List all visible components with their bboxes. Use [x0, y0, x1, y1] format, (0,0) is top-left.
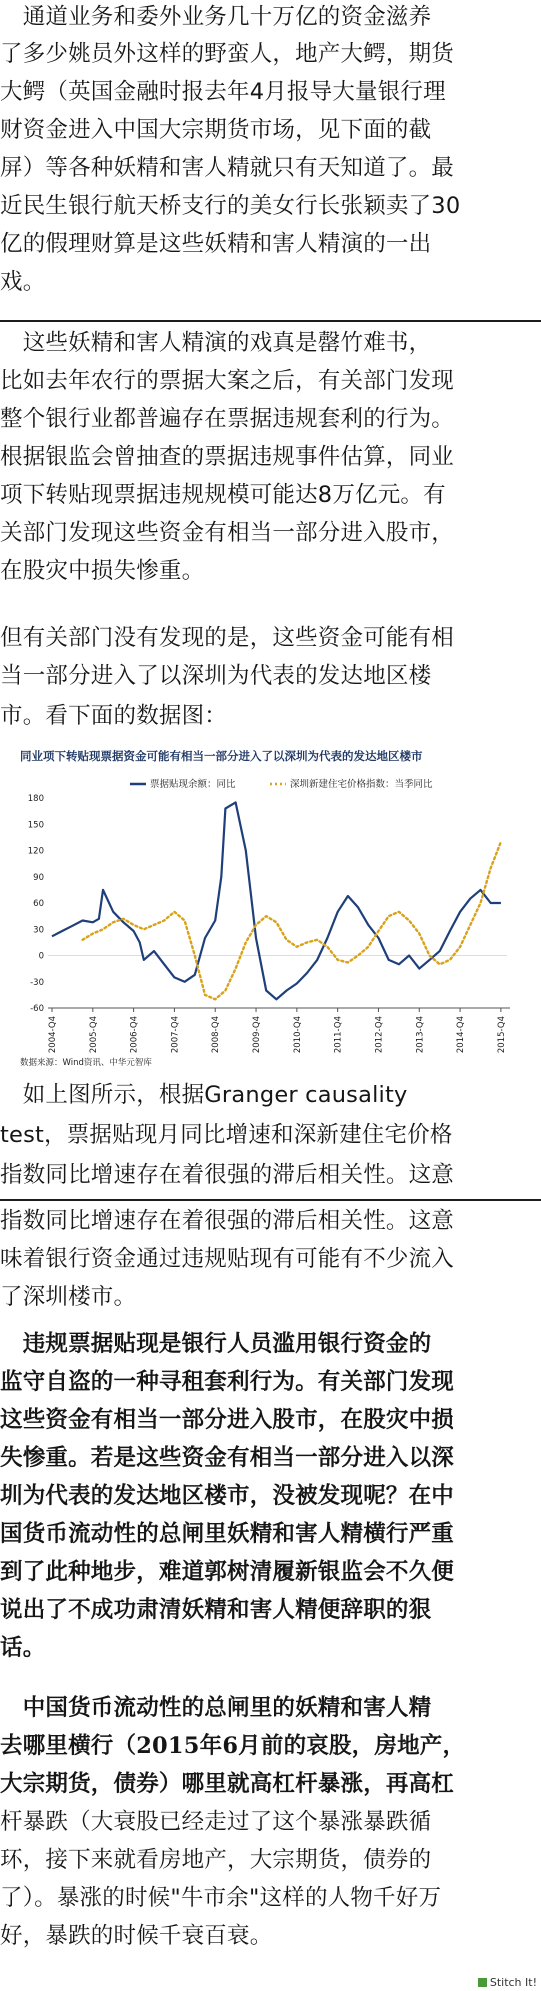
stitch-icon [478, 1978, 487, 1987]
text-line: 违规票据贴现是银行人员滥用银行资金的 [0, 1331, 432, 1357]
text-line: 指数同比增速存在着很强的滞后相关性。这意 [0, 1208, 455, 1234]
text-line: 味着银行资金通过违规贴现有可能有不少流入 [0, 1246, 455, 1272]
text-line: 监守自盗的一种寻租套利行为。有关部门发现 [0, 1369, 455, 1395]
series-line-1 [52, 802, 501, 999]
y-tick-label: 0 [38, 951, 44, 962]
y-tick-label: 30 [33, 925, 44, 936]
x-tick-label: 2015-Q4 [496, 1016, 507, 1054]
series-line-2 [83, 842, 501, 1000]
text-line: 根据银监会曾抽查的票据违规事件估算，同业 [0, 444, 455, 470]
text-line: 通道业务和委外业务几十万亿的资金滋养 [0, 4, 432, 30]
y-tick-label: 120 [27, 846, 44, 857]
x-tick-label: 2010-Q4 [292, 1016, 303, 1054]
x-tick-label: 2012-Q4 [374, 1016, 385, 1054]
line-chart [12, 748, 517, 1070]
y-tick-label: 60 [33, 899, 44, 909]
text-line: 大鳄（英国金融时报去年4月报导大量银行理 [0, 79, 446, 105]
x-tick-label: 2006-Q4 [129, 1016, 140, 1054]
text-line: 这些资金有相当一部分进入股市，在股灾中损 [0, 1407, 455, 1433]
x-tick-label: 2005-Q4 [88, 1016, 99, 1054]
text-line: 中国货币流动性的总闸里的妖精和害人精 [0, 1695, 432, 1721]
text-line: 整个银行业都普遍存在票据违规套利的行为。 [0, 406, 455, 432]
text-line: 失惨重。若是这些资金有相当一部分进入以深 [0, 1445, 455, 1471]
text-line: 指数同比增速存在着很强的滞后相关性。这意 [0, 1162, 455, 1188]
text-line: 去哪里横行（2015年6月前的哀股，房地产， [0, 1733, 466, 1759]
text-line: 在股灾中损失惨重。 [0, 558, 205, 584]
legend-label-series-2: 深圳新建住宅价格指数：当季同比 [290, 779, 433, 790]
y-tick-label: -30 [30, 977, 44, 988]
text-line: test，票据贴现月同比增速和深新建住宅价格 [0, 1122, 453, 1148]
x-tick-label: 2004-Q4 [48, 1016, 58, 1054]
x-tick-label: 2013-Q4 [415, 1016, 426, 1054]
x-tick-label: 2011-Q4 [333, 1016, 344, 1054]
text-line: 屏）等各种妖精和害人精就只有天知道了。最 [0, 155, 455, 181]
x-tick-label: 2009-Q4 [252, 1016, 263, 1054]
y-tick-label: 180 [27, 794, 44, 804]
watermark-label: Stitch It! [489, 1976, 537, 1989]
text-line: 环，接下来就看房地产，大宗期货，债券的 [0, 1847, 432, 1873]
text-line: 近民生银行航天桥支行的美女行长张颖卖了30 [0, 193, 461, 219]
text-line: 财资金进入中国大宗期货市场，见下面的截 [0, 117, 432, 143]
text-line: 大宗期货，债券）哪里就高杠杆暴涨，再高杠 [0, 1771, 455, 1797]
legend-label-series-1: 票据贴现余额：同比 [150, 779, 236, 790]
text-line: 当一部分进入了以深圳为代表的发达地区楼 [0, 663, 432, 689]
y-tick-label: 150 [27, 820, 44, 831]
chart-title: 同业项下转贴现票据资金可能有相当一部分进入了以深圳为代表的发达地区楼市 [20, 749, 423, 763]
text-line: 了）。暴涨的时候"牛市余"这样的人物千好万 [0, 1885, 442, 1911]
text-line: 戏。 [0, 269, 46, 295]
text-line: 到了此种地步，难道郭树清履新银监会不久便 [0, 1559, 455, 1585]
text-line: 说出了不成功肃清妖精和害人精便辞职的狠 [0, 1597, 432, 1623]
stitch-separator [0, 1199, 541, 1201]
text-line: 如上图所示，根据Granger causality [0, 1082, 408, 1108]
chart-source: 数据来源：Wind资讯、中华元智库 [20, 1058, 152, 1068]
text-line: 项下转贴现票据违规规模可能达8万亿元。有 [0, 482, 446, 508]
text-line: 关部门发现这些资金有相当一部分进入股市， [0, 520, 455, 546]
x-tick-label: 2008-Q4 [211, 1016, 222, 1054]
x-tick-label: 2014-Q4 [456, 1016, 467, 1054]
text-line: 市。看下面的数据图： [0, 703, 228, 729]
x-tick-label: 2007-Q4 [170, 1016, 181, 1054]
y-tick-label: -60 [30, 1004, 44, 1014]
text-line: 杆暴跌（大衰股已经走过了这个暴涨暴跌循 [0, 1809, 432, 1835]
text-line: 了深圳楼市。 [0, 1284, 137, 1310]
text-line: 了多少姚员外这样的野蛮人，地产大鳄，期货 [0, 41, 455, 67]
text-line: 国货币流动性的总闸里妖精和害人精横行严重 [0, 1521, 455, 1547]
text-line: 但有关部门没有发现的是，这些资金可能有相 [0, 625, 455, 651]
y-tick-label: 90 [33, 872, 44, 883]
text-line: 好，暴跌的时候千衰百衰。 [0, 1923, 273, 1949]
text-line: 比如去年农行的票据大案之后，有关部门发现 [0, 368, 455, 394]
text-line: 这些妖精和害人精演的戏真是罄竹难书， [0, 330, 432, 356]
text-line: 话。 [0, 1635, 46, 1661]
text-line: 亿的假理财算是这些妖精和害人精演的一出 [0, 231, 432, 257]
stitch-it-watermark [478, 1976, 537, 1989]
stitch-separator [0, 320, 541, 322]
text-line: 圳为代表的发达地区楼市，没被发现呢？在中 [0, 1483, 455, 1509]
